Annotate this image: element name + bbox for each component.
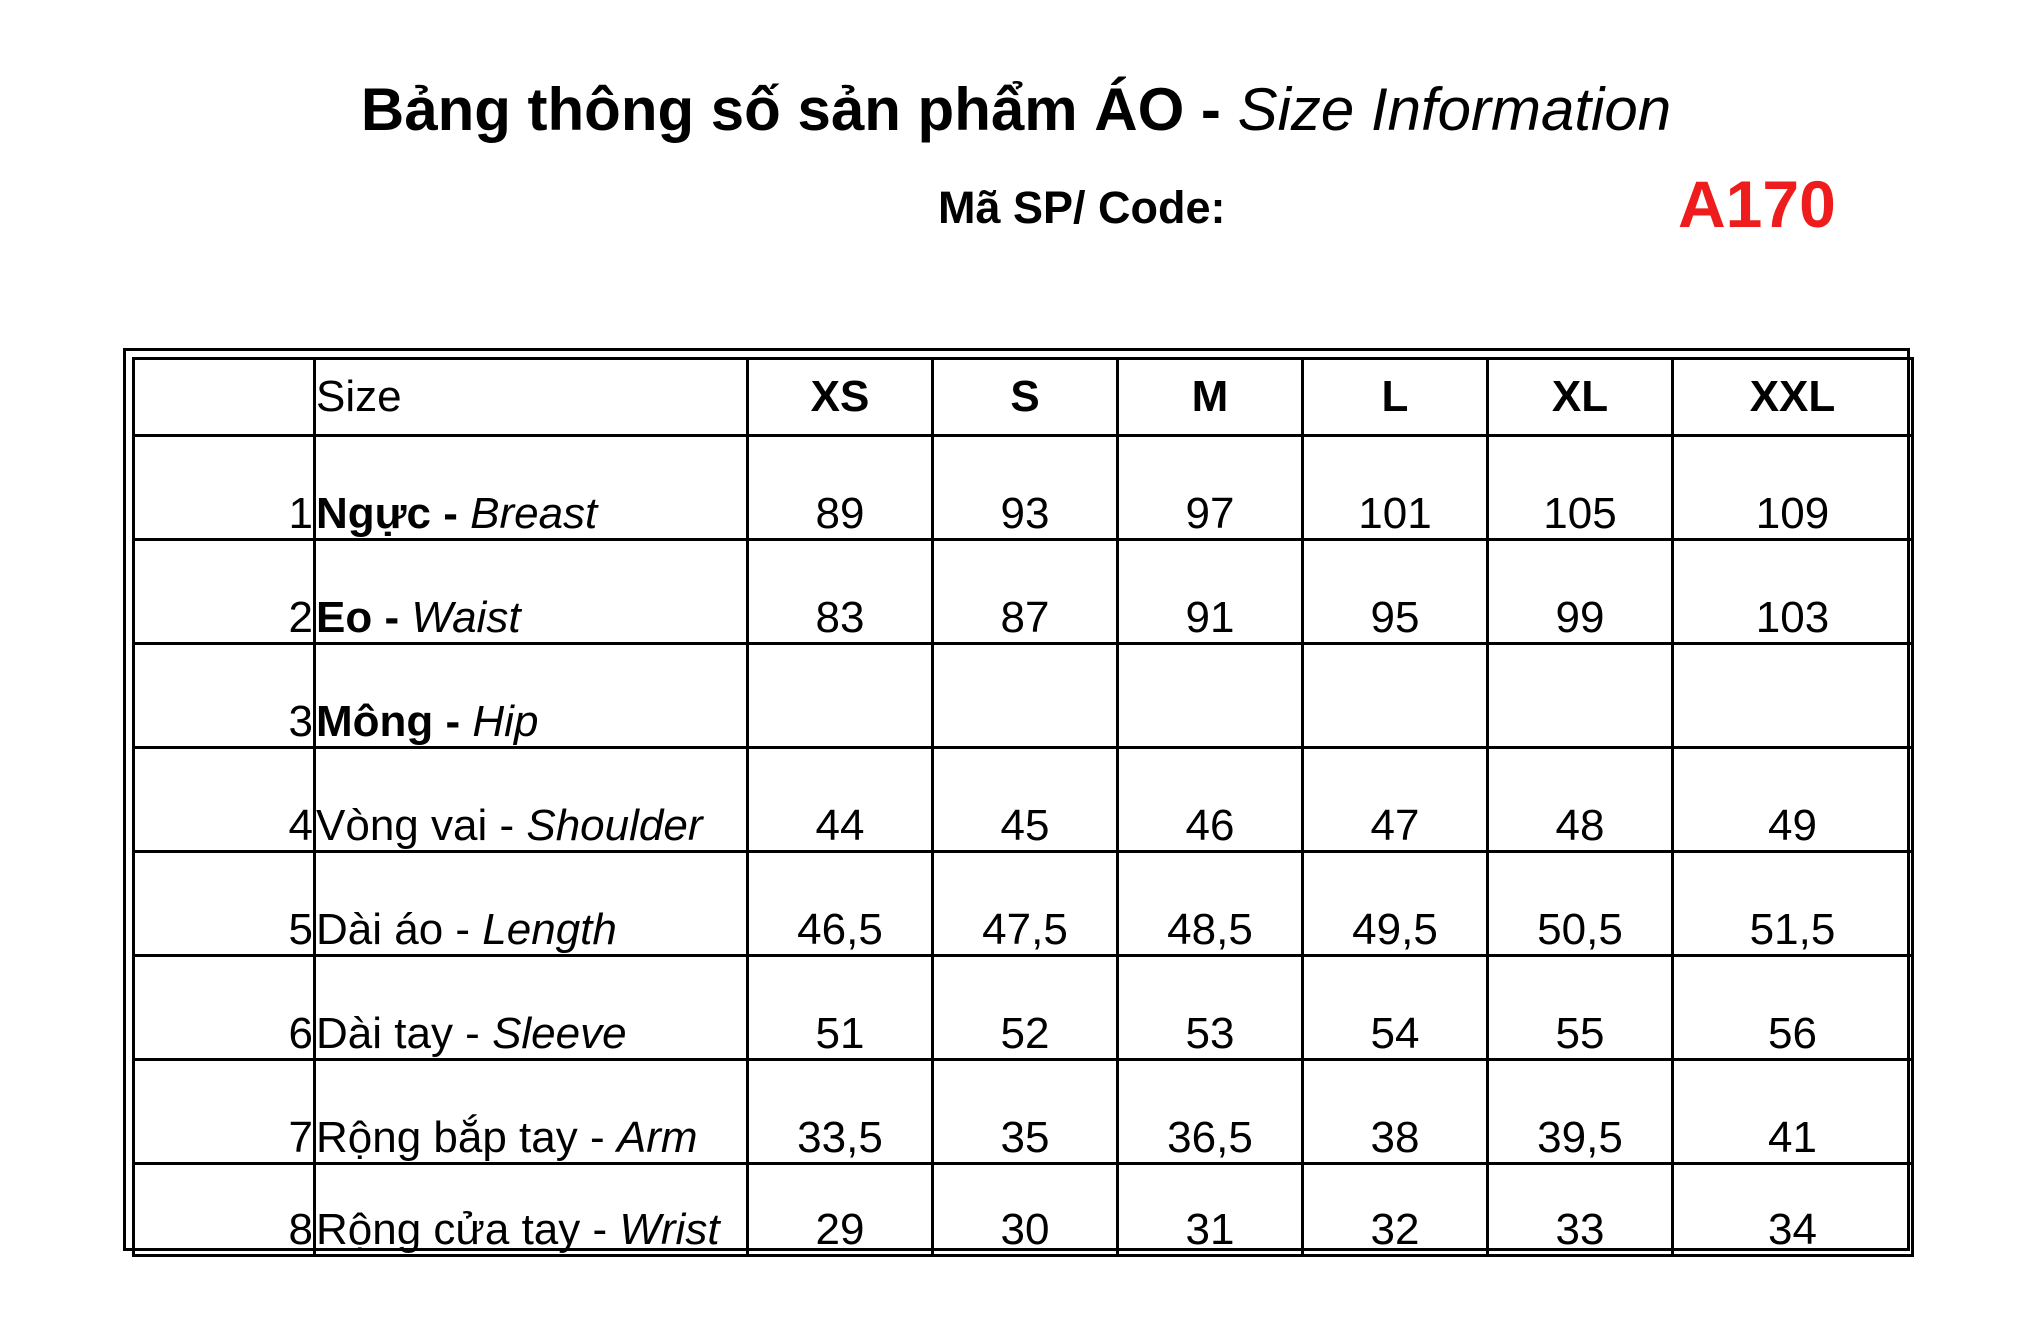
measurement-cell: 89 <box>748 436 933 540</box>
size-header-s: S <box>933 359 1118 436</box>
row-label-separator: - <box>443 905 483 954</box>
measurement-cell: 95 <box>1303 540 1488 644</box>
product-code-value: A170 <box>1678 167 1836 241</box>
row-label <box>315 956 748 1060</box>
row-label-separator: - <box>487 801 527 850</box>
header-size-label: Size <box>315 359 748 436</box>
row-number: 6 <box>134 956 315 1060</box>
measurement-cell: 49 <box>1673 748 1913 852</box>
measurement-cell: 48 <box>1488 748 1673 852</box>
row-label <box>315 748 748 852</box>
measurement-cell: 55 <box>1488 956 1673 1060</box>
row-label <box>315 852 748 956</box>
measurement-cell: 54 <box>1303 956 1488 1060</box>
measurement-cell: 83 <box>748 540 933 644</box>
row-label <box>315 1060 748 1164</box>
measurement-cell: 34 <box>1673 1164 1913 1256</box>
measurement-cell <box>1673 644 1913 748</box>
row-number: 3 <box>134 644 315 748</box>
row-label-separator: - <box>430 489 471 538</box>
measurement-cell: 50,5 <box>1488 852 1673 956</box>
measurement-cell: 29 <box>748 1164 933 1256</box>
row-label-english: Arm <box>616 1113 698 1162</box>
measurement-cell: 51 <box>748 956 933 1060</box>
title-main: Bảng thông số sản phẩm ÁO - <box>360 76 1238 143</box>
row-number: 1 <box>134 436 315 540</box>
row-label-vietnamese: Vòng vai <box>316 801 488 850</box>
row-label-vietnamese: Dài tay <box>316 1009 453 1058</box>
measurement-cell: 47,5 <box>933 852 1118 956</box>
measurement-cell: 36,5 <box>1118 1060 1303 1164</box>
row-label-separator: - <box>577 1113 617 1162</box>
table-row <box>134 852 1913 956</box>
measurement-cell: 56 <box>1673 956 1913 1060</box>
row-label-separator: - <box>452 1009 493 1058</box>
measurement-cell: 49,5 <box>1303 852 1488 956</box>
measurement-cell: 45 <box>933 748 1118 852</box>
product-code-label: Mã SP/ Code: <box>938 182 1226 233</box>
size-table-frame <box>123 348 1910 1254</box>
table-header-row <box>134 359 1913 436</box>
row-label <box>315 644 748 748</box>
measurement-cell: 48,5 <box>1118 852 1303 956</box>
table-row <box>134 1164 1913 1256</box>
size-header-xs: XS <box>748 359 933 436</box>
row-label-english: Breast <box>470 489 598 538</box>
measurement-cell <box>748 644 933 748</box>
row-label-english: Hip <box>472 697 539 746</box>
row-label <box>315 436 748 540</box>
row-label-separator: - <box>372 593 412 642</box>
measurement-cell: 33 <box>1488 1164 1673 1256</box>
row-label-english: Waist <box>411 593 521 642</box>
size-header-m: M <box>1118 359 1303 436</box>
row-number: 5 <box>134 852 315 956</box>
measurement-cell: 87 <box>933 540 1118 644</box>
measurement-cell: 47 <box>1303 748 1488 852</box>
measurement-cell: 99 <box>1488 540 1673 644</box>
size-header-l: L <box>1303 359 1488 436</box>
row-label-separator: - <box>433 697 473 746</box>
row-label <box>315 1164 748 1256</box>
row-label-vietnamese: Rộng cửa tay <box>316 1205 581 1254</box>
row-label-english: Length <box>482 905 617 954</box>
header-blank-cell <box>134 359 315 436</box>
measurement-cell: 91 <box>1118 540 1303 644</box>
measurement-cell: 35 <box>933 1060 1118 1164</box>
measurement-cell: 30 <box>933 1164 1118 1256</box>
row-number: 8 <box>134 1164 315 1256</box>
measurement-cell: 52 <box>933 956 1118 1060</box>
size-table <box>132 357 1914 1257</box>
measurement-cell: 51,5 <box>1673 852 1913 956</box>
measurement-cell: 39,5 <box>1488 1060 1673 1164</box>
measurement-cell: 105 <box>1488 436 1673 540</box>
row-label-english: Wrist <box>619 1205 720 1254</box>
measurement-cell <box>1303 644 1488 748</box>
title-subtitle: Size Information <box>1237 76 1672 143</box>
row-number: 2 <box>134 540 315 644</box>
table-row <box>134 540 1913 644</box>
row-number: 7 <box>134 1060 315 1164</box>
row-label-vietnamese: Mông <box>316 697 434 746</box>
measurement-cell: 101 <box>1303 436 1488 540</box>
measurement-cell <box>1488 644 1673 748</box>
size-header-xl: XL <box>1488 359 1673 436</box>
measurement-cell <box>1118 644 1303 748</box>
row-label-vietnamese: Dài áo <box>316 905 444 954</box>
row-label-vietnamese: Eo <box>316 593 373 642</box>
row-label-english: Shoulder <box>526 801 703 850</box>
table-row <box>134 644 1913 748</box>
measurement-cell <box>933 644 1118 748</box>
table-row <box>134 436 1913 540</box>
measurement-cell: 32 <box>1303 1164 1488 1256</box>
measurement-cell: 97 <box>1118 436 1303 540</box>
page-title <box>0 70 2032 150</box>
measurement-cell: 103 <box>1673 540 1913 644</box>
measurement-cell: 33,5 <box>748 1060 933 1164</box>
table-row <box>134 748 1913 852</box>
size-table-body <box>134 359 1913 1256</box>
row-label-vietnamese: Rộng bắp tay <box>316 1113 578 1162</box>
table-row <box>134 1060 1913 1164</box>
measurement-cell: 31 <box>1118 1164 1303 1256</box>
measurement-cell: 109 <box>1673 436 1913 540</box>
table-row <box>134 956 1913 1060</box>
row-label-english: Sleeve <box>492 1009 627 1058</box>
row-label <box>315 540 748 644</box>
row-number: 4 <box>134 748 315 852</box>
measurement-cell: 93 <box>933 436 1118 540</box>
measurement-cell: 46,5 <box>748 852 933 956</box>
size-header-xxl: XXL <box>1673 359 1913 436</box>
row-label-separator: - <box>580 1205 620 1254</box>
measurement-cell: 41 <box>1673 1060 1913 1164</box>
measurement-cell: 53 <box>1118 956 1303 1060</box>
row-label-vietnamese: Ngực <box>316 489 431 538</box>
measurement-cell: 44 <box>748 748 933 852</box>
measurement-cell: 38 <box>1303 1060 1488 1164</box>
measurement-cell: 46 <box>1118 748 1303 852</box>
